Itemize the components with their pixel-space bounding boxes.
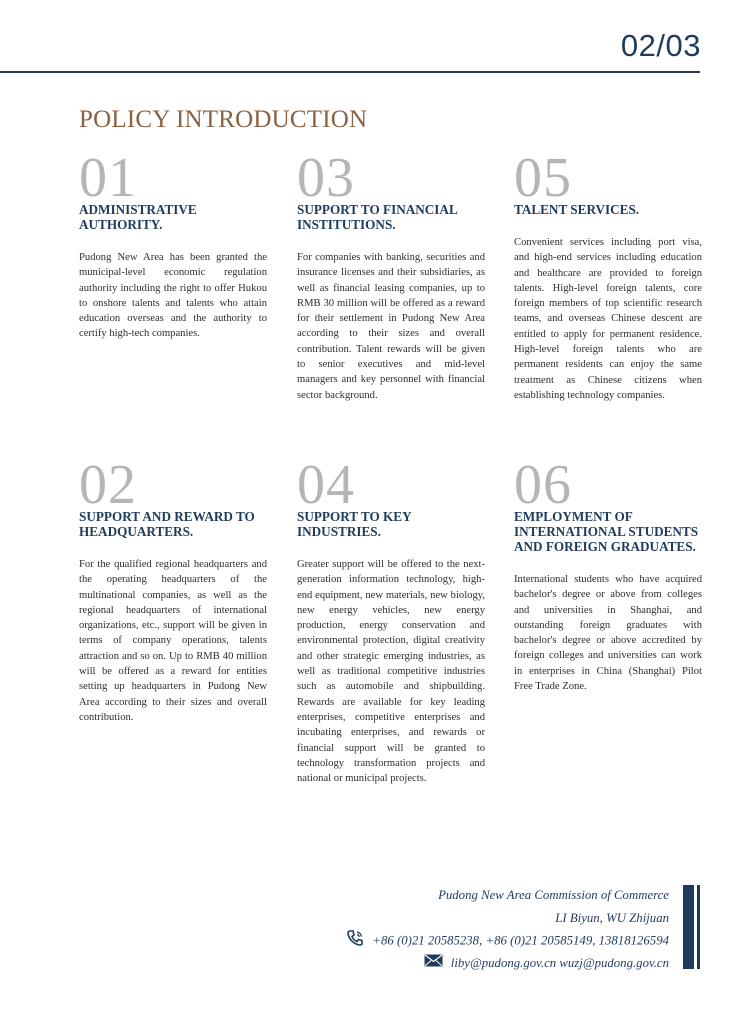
item-number: 05: [514, 147, 572, 209]
contact-organization: Pudong New Area Commission of Commerce: [438, 888, 669, 902]
item-body: Greater support will be offered to the next-generation information technology, high-end equipment, new materials, new biology, new energy vehicles, new energy production, energy conservation and environmental protection, digital creativity and other strategic emerging industries, as well as traditional competitive industries such as automobile and shipbuilding. Rewards are available for key leading enterprises, competitive enterprises and incubating enterprises, and rewards or financial support will be granted to technology transformation projects and national or municipal projects.: [297, 559, 485, 785]
accent-bar-thin: [697, 885, 700, 969]
item-number: 02: [79, 454, 137, 516]
policy-item-04: [297, 454, 485, 786]
item-heading: SUPPORT AND REWARD TO HEADQUARTERS.: [79, 509, 255, 539]
policy-item-02: [79, 454, 267, 725]
item-body: International students who have acquired bachelor's degree or above from colleges and universities in Shanghai, and outstanding foreign graduates with bachelor's degree or above accredited by foreign colleges and universities can work in enterprises in China (Shanghai) Pilot Free Trade Zone.: [514, 574, 702, 693]
item-heading: SUPPORT TO FINANCIAL INSTITUTIONS.: [297, 202, 458, 232]
contact-phones: +86 (0)21 20585238, +86 (0)21 20585149, 13818126594: [372, 933, 669, 948]
section-title: POLICY INTRODUCTION: [79, 106, 368, 133]
policy-item-05: [514, 147, 702, 403]
item-heading: TALENT SERVICES.: [514, 202, 640, 217]
contact-phone-line: [346, 929, 669, 952]
item-heading: SUPPORT TO KEY INDUSTRIES.: [297, 509, 412, 539]
item-heading: ADMINISTRATIVE AUTHORITY.: [79, 202, 197, 232]
item-body: For the qualified regional headquarters and the operating headquarters of the multinational companies, as well as the regional headquarters of international organizations, etc., support will be given in terms of company operations, talents attraction and so on. Up to RMB 40 million will be offered as a reward for entities setting up headquarters in Pudong New Area according to their sizes and overall contribution.: [79, 559, 267, 723]
contact-emails: liby@pudong.gov.cn wuzj@pudong.gov.cn: [450, 955, 669, 970]
item-number: 06: [514, 454, 572, 516]
page-number: 02/03: [620, 28, 701, 63]
envelope-icon: [424, 952, 443, 975]
policy-item-06: [514, 454, 702, 694]
phone-icon: [346, 929, 364, 955]
item-number: 01: [79, 147, 137, 209]
contact-email-line: [346, 952, 669, 975]
item-body: Convenient services including port visa, and high-end services including education and healthcare are provided to foreign talents. High-level foreign talents, core foreign members of top scientific research teams, and overseas Chinese descent are entitled to apply for permanent residence. High-level foreign talents who are permanent residents can enjoy the same treatment as Chinese citizens when establishing technology companies.: [514, 237, 702, 401]
item-body: For companies with banking, securities and insurance licenses and their subsidiaries, as well as financial leasing companies, up to RMB 30 million will be offered as a reward for their settlement in Pudong New Area according to their sizes and overall contribution. Talent rewards will be given to senior executives and mid-level managers and key personnel with financial sector background.: [297, 252, 485, 401]
policy-item-01: [79, 147, 267, 342]
policy-item-03: [297, 147, 485, 403]
item-heading: EMPLOYMENT OF INTERNATIONAL STUDENTS AND FOREIGN GRADUATES.: [514, 509, 699, 554]
item-number: 03: [297, 147, 355, 209]
contact-names: LI Biyun, WU Zhijuan: [555, 910, 669, 925]
contact-block: [346, 884, 669, 974]
item-body: Pudong New Area has been granted the municipal-level economic regulation authority including the right to offer Hukou to onshore talents and talents who attain education overseas and the authority to certify high-tech companies.: [79, 252, 267, 340]
item-number: 04: [297, 454, 355, 516]
accent-bar: [683, 885, 694, 969]
header-rule: [0, 71, 700, 73]
